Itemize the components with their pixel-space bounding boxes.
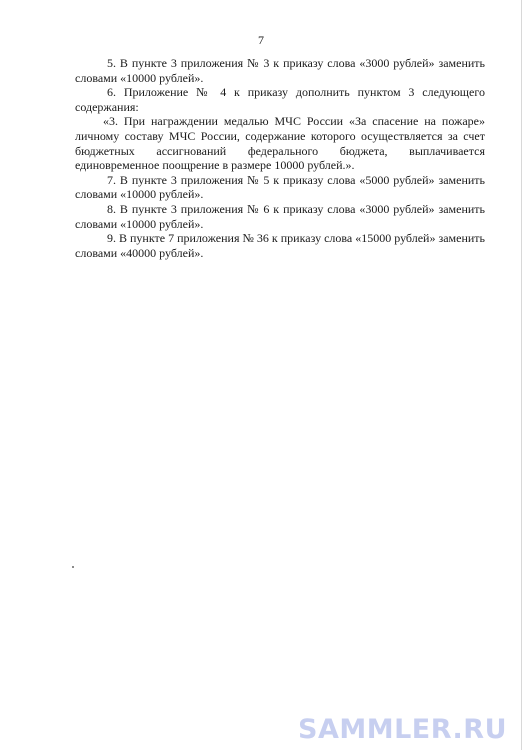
scan-speck	[72, 566, 74, 568]
paragraph-item-8: 8. В пункте 3 приложения № 6 к приказу слова «3000 рублей» заменить словами «10000 рублей».	[75, 201, 485, 231]
paragraph-item-5: 5. В пункте 3 приложения № 3 к приказу слова «3000 рублей» заменить словами «10000 рублей».	[75, 56, 485, 85]
document-body	[75, 56, 485, 260]
page-number: 7	[258, 33, 264, 47]
site-watermark: SAMMLER.RU	[298, 714, 507, 745]
paragraph-item-6: 6. Приложение № 4 к приказу дополнить пунктом 3 следующего содержания:	[75, 85, 485, 114]
paragraph-item-9: 9. В пункте 7 приложения № 36 к приказу слова «15000 рублей» заменить словами «40000 рублей».	[75, 231, 485, 260]
paragraph-quote-item-3: «3. При награждении медалью МЧС России «За спасение на пожаре» личному составу МЧС России, содержание которого осуществляется за счет бюджетных ассигнований федерального бюджета, выплачивается единовременное поощрение в размере 10000 рублей.».	[75, 114, 485, 173]
paragraph-item-7: 7. В пункте 3 приложения № 5 к приказу слова «5000 рублей» заменить словами «10000 рублей».	[75, 172, 485, 202]
